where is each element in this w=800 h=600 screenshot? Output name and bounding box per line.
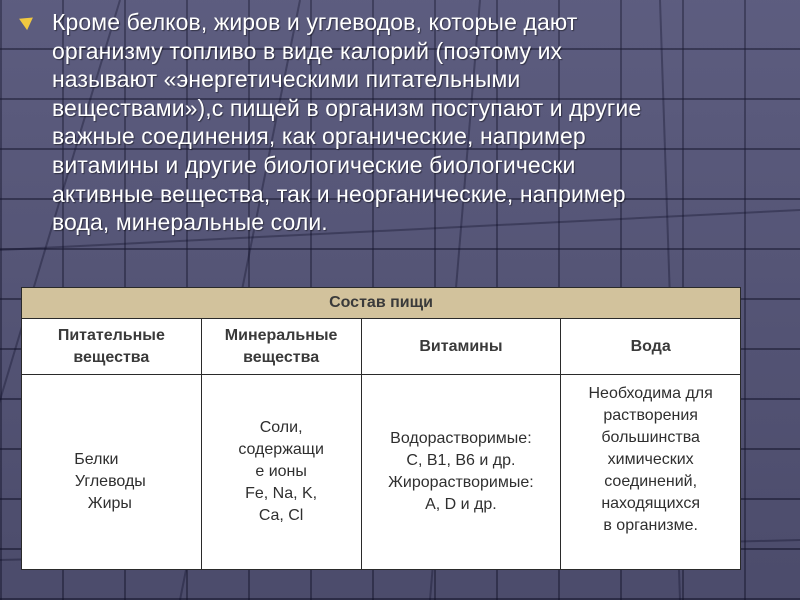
intro-line: называют «энергетическими питательными xyxy=(52,66,521,93)
cell-line: растворения xyxy=(603,407,698,424)
content-row xyxy=(22,375,741,570)
cell-line: Углеводы xyxy=(74,473,146,490)
cell-minerals xyxy=(201,375,361,570)
header-minerals xyxy=(201,319,361,375)
header-line: Витамины xyxy=(419,337,503,355)
header-line: Вода xyxy=(630,337,671,355)
cell-line: в организме. xyxy=(603,517,698,534)
cell-line: большинства xyxy=(601,429,700,446)
intro-line: витамины и другие биологические биологически xyxy=(52,151,576,178)
header-line: вещества xyxy=(243,348,320,366)
cell-line: Водорастворимые: xyxy=(390,430,532,447)
header-water xyxy=(561,319,741,375)
cell-line: Жирорастворимые: xyxy=(388,474,534,491)
cell-line: Ca, Cl xyxy=(258,507,304,524)
cell-line: соединений, xyxy=(604,473,698,490)
cell-line: находящихся xyxy=(601,495,700,512)
cell-line: Соли, xyxy=(259,419,303,436)
cell-nutrients xyxy=(22,375,202,570)
intro-paragraph xyxy=(52,8,762,237)
header-line: Минеральные xyxy=(224,326,338,344)
cell-line: е ионы xyxy=(255,463,307,480)
caption-row xyxy=(22,288,741,319)
intro-line: важные соединения, как органические, например xyxy=(52,123,586,150)
header-row xyxy=(22,319,741,375)
header-vitamins xyxy=(361,319,561,375)
cell-line: C, B1, B6 и др. xyxy=(406,452,516,469)
intro-bullet xyxy=(22,8,762,237)
food-composition-table xyxy=(21,287,741,570)
cell-line: содержащи xyxy=(238,441,324,458)
header-line: Питательные xyxy=(57,326,165,344)
header-line: вещества xyxy=(73,348,150,366)
cell-line: химических xyxy=(607,451,694,468)
intro-line: веществами»),с пищей в организм поступают и другие xyxy=(52,94,642,121)
cell-line: A, D и др. xyxy=(425,496,497,513)
table-caption: Состав пищи xyxy=(22,288,741,319)
intro-line: организму топливо в виде калорий (поэтому их xyxy=(52,37,563,64)
intro-line: Кроме белков, жиров и углеводов, которые дают xyxy=(52,9,578,35)
cell-line: Fe, Na, K, xyxy=(245,485,318,502)
cell-water xyxy=(561,375,741,570)
cell-line: Жиры xyxy=(87,495,132,512)
arrow-bullet-icon xyxy=(19,12,37,30)
intro-line: вода, минеральные соли. xyxy=(52,209,328,236)
cell-line: Белки xyxy=(74,451,119,468)
intro-line: активные вещества, так и неорганические, например xyxy=(52,180,626,207)
cell-line: Необходима для xyxy=(588,385,713,402)
header-nutrients xyxy=(22,319,202,375)
cell-vitamins xyxy=(361,375,561,570)
